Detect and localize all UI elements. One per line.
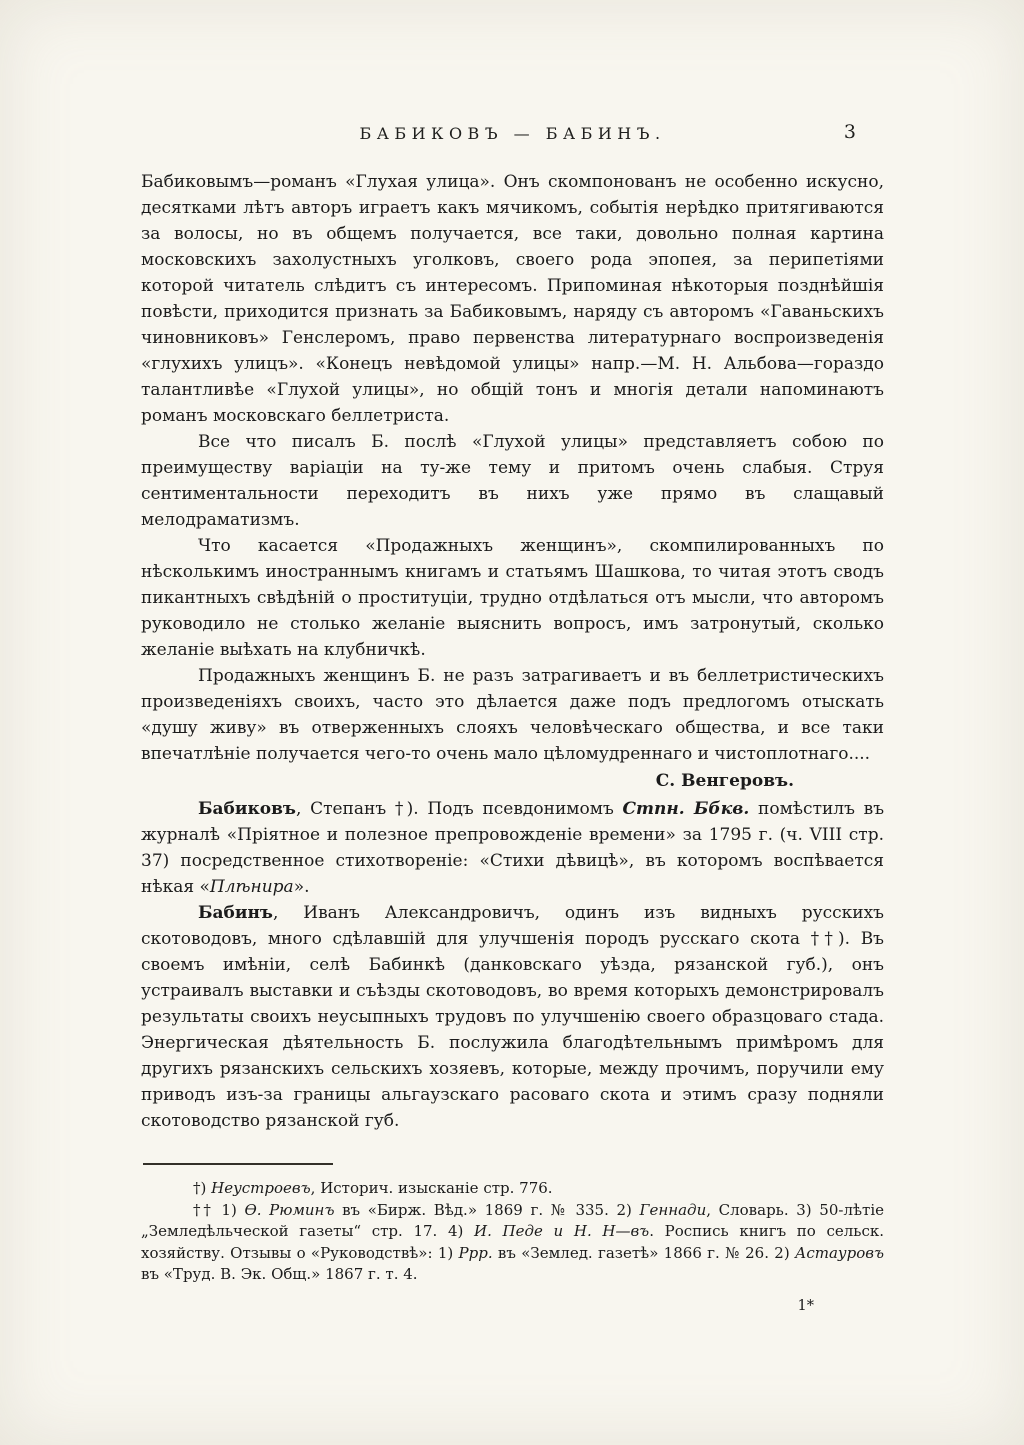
footnote-text-segment: въ «Землед. газетѣ» 1866 г. № 26. 2) [492, 1243, 795, 1262]
entry-text-segment: ». [293, 877, 310, 897]
poem-name-italic: Плѣнира [209, 877, 294, 897]
footnote-text-segment: въ «Бирж. Вѣд.» 1869 г. № 335. 2) [334, 1200, 640, 1219]
paragraph-4: Продажныхъ женщинъ Б. не разъ затрагиваетъ и въ беллетристическихъ произведеніяхъ своихъ, часто это дѣлается даже подъ предлогомъ отыскать «душу живу» въ отверженныхъ слояхъ человѣческаго общества, и все таки впечатлѣніе получается чего-то очень мало цѣломудреннаго и чистоплотнаго.... [141, 666, 884, 764]
entry-babikov [141, 796, 884, 900]
footnote-text-segment: . Роспись книгъ по сельск. хозяйству. Отзывы о «Руководствѣ»: 1) [141, 1222, 884, 1262]
paragraph-3: Что касается «Продажныхъ женщинъ», скомпилированныхъ по нѣсколькимъ иностраннымъ книгамъ и статьямъ Шашкова, то читая этотъ сводъ пикантныхъ свѣдѣній о проституціи, трудно отдѣлаться отъ мысли, что авторомъ руководило не столько желаніе выяснить вопросъ, имъ затронутый, сколько желаніе выѣхать на клубничкѣ. [141, 536, 884, 660]
page-number: 3 [843, 121, 856, 143]
footnote-author-italic: Неустроевъ [211, 1179, 311, 1197]
footnote-author-italic: Геннади [639, 1200, 707, 1219]
running-head [141, 121, 884, 143]
paragraph-2: Все что писалъ Б. послѣ «Глухой улицы» представляетъ собою по преимуществу варіаціи на ту-же тему и притомъ очень слабыя. Струя сентиментальности переходитъ въ нихъ уже прямо въ слащавый мелодраматизмъ. [141, 432, 884, 530]
footnote-1 [141, 1178, 884, 1200]
sheet-signature-mark: 1* [797, 1297, 814, 1314]
footnote-author-italic: Ѳ. Рюминъ [244, 1200, 335, 1219]
footnote-author-italic: Астауровъ [794, 1243, 884, 1262]
footnote-author-italic: И. Педе и Н. Н—въ [474, 1222, 650, 1240]
footnote-text-segment: въ «Труд. В. Эк. Общ.» 1867 г. т. 4. [141, 1265, 418, 1283]
entry-text-segment: , Степанъ †). Подъ псевдонимомъ [295, 799, 623, 819]
main-text [141, 169, 884, 1154]
pseudonym-italic: Стпн. Ббкв. [622, 799, 750, 819]
footnote-author-italic: Ррр. [458, 1243, 493, 1262]
footnote-text-segment: , Словарь. 3) 50-лѣтіе „Земледѣльческой газеты“ стр. 17. 4) [141, 1200, 885, 1240]
footnote-text-segment: , Историч. изысканіе стр. 776. [310, 1179, 553, 1197]
entry-babin [141, 900, 884, 1134]
entry-text-segment: помѣстилъ въ журналѣ «Пріятное и полезное препровожденіе времени» за 1795 г. (ч. VIII стр. 37) посредственное стихотвореніе: «Стихи дѣвицѣ», въ которомъ воспѣвается нѣкая « [141, 799, 884, 897]
author-signature: С. Венгеровъ. [655, 771, 794, 791]
entry-text-segment: , Иванъ Александровичъ, одинъ изъ видныхъ русскихъ скотоводовъ, много сдѣлавшій для улучшенія породъ русскаго скота ††). Въ своемъ имѣніи, селѣ Бабинкѣ (данковскаго уѣзда, рязанской губ.), онъ устраивалъ выставки и съѣзды скотоводовъ, во время которыхъ демонстрировалъ результаты своихъ неусыпныхъ трудовъ по улучшенію своего образцоваго стада. Энергическая дѣятельность Б. послужила благодѣтельнымъ примѣромъ для другихъ рязанскихъ сельскихъ хозяевъ, которые, между прочимъ, поручили ему приводъ изъ-за границы альгаузскаго расоваго скота и этимъ сразу подняли скотоводство рязанской губ. [141, 903, 884, 1131]
paragraph-babikov-continuation: Бабиковымъ—романъ «Глухая улица». Онъ скомпонованъ не особенно искусно, десятками лѣтъ авторъ играетъ какъ мячикомъ, событія нерѣдко притягиваются за волосы, но въ общемъ получается, все таки, довольно полная картина московскихъ захолустныхъ уголковъ, своего рода эпопея, за перипетіями которой читатель слѣдитъ съ интересомъ. Припоминая нѣкоторыя позднѣйшія повѣсти, приходится признать за Бабиковымъ, наряду съ авторомъ «Гаваньскихъ чиновниковъ» Генслеромъ, право первенства литературнаго воспроизведенія «глухихъ улицъ». «Конецъ невѣдомой улицы» напр.—М. Н. Альбова—гораздо талантливѣе «Глухой улицы», но общій тонъ и многія детали напоминаютъ романъ московскаго беллетриста. [141, 172, 884, 426]
footnote-divider [143, 1163, 333, 1165]
footnote-marker: †† 1) [193, 1200, 245, 1219]
entry-headword-babin: Бабинъ [198, 903, 273, 923]
footnote-2 [141, 1200, 884, 1286]
footnote-marker: †) [193, 1179, 212, 1197]
running-title: БАБИКОВЪ — БАБИНЪ. [359, 124, 666, 143]
footnotes-section [141, 1163, 884, 1317]
entry-headword-babikov: Бабиковъ [198, 799, 296, 819]
